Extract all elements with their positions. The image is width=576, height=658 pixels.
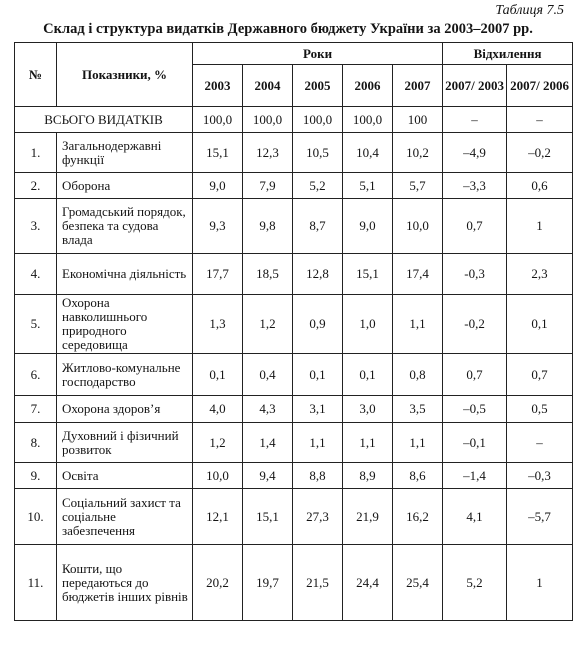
row-name: Економічна діяльність (57, 254, 193, 295)
row-name: Загальнодержавні функції (57, 133, 193, 173)
value-cell: 21,5 (293, 545, 343, 621)
table-caption: Таблиця 7.5 (495, 3, 564, 18)
row-number: 11. (15, 545, 57, 621)
value-cell: 5,2 (293, 173, 343, 199)
table-row (15, 396, 573, 423)
header-year: 2003 (193, 65, 243, 107)
header-deviation: 2007/ 2003 (443, 65, 507, 107)
row-number: 3. (15, 199, 57, 254)
value-cell: 1,4 (243, 423, 293, 463)
value-cell: 9,8 (243, 199, 293, 254)
row-name: Кошти, що передаються до бюджетів інших рівнів (57, 545, 193, 621)
value-cell: – (507, 107, 573, 133)
row-number: 8. (15, 423, 57, 463)
value-cell: 1,1 (293, 423, 343, 463)
row-number: 7. (15, 396, 57, 423)
value-cell: 0,8 (393, 354, 443, 396)
row-name: Духовний і фізичний розвиток (57, 423, 193, 463)
header-year: 2005 (293, 65, 343, 107)
value-cell: 0,1 (343, 354, 393, 396)
value-cell: 10,5 (293, 133, 343, 173)
value-cell: 0,7 (507, 354, 573, 396)
value-cell: 24,4 (343, 545, 393, 621)
value-cell: 1,1 (343, 423, 393, 463)
value-cell: 8,9 (343, 463, 393, 489)
header-year: 2004 (243, 65, 293, 107)
value-cell: 8,8 (293, 463, 343, 489)
value-cell: 4,1 (443, 489, 507, 545)
table-row (15, 545, 573, 621)
value-cell: 100,0 (243, 107, 293, 133)
table-row (15, 423, 573, 463)
table-row (15, 173, 573, 199)
value-cell: 10,4 (343, 133, 393, 173)
value-cell: 0,6 (507, 173, 573, 199)
value-cell: 5,1 (343, 173, 393, 199)
value-cell: -0,3 (443, 254, 507, 295)
value-cell: 1,1 (393, 423, 443, 463)
value-cell: 3,5 (393, 396, 443, 423)
row-number: 5. (15, 295, 57, 354)
row-name: Соціальний захист та соціальне забезпечення (57, 489, 193, 545)
value-cell: 2,3 (507, 254, 573, 295)
value-cell: 10,0 (193, 463, 243, 489)
value-cell: 15,1 (193, 133, 243, 173)
value-cell: 5,2 (443, 545, 507, 621)
value-cell: –0,5 (443, 396, 507, 423)
value-cell: 100 (393, 107, 443, 133)
value-cell: 9,4 (243, 463, 293, 489)
value-cell: 17,7 (193, 254, 243, 295)
value-cell: 18,5 (243, 254, 293, 295)
value-cell: –0,1 (443, 423, 507, 463)
value-cell: –5,7 (507, 489, 573, 545)
table-title: Склад і структура видатків Державного бюджету України за 2003–2007 рр. (43, 21, 533, 37)
header-deviation: 2007/ 2006 (507, 65, 573, 107)
value-cell: –0,2 (507, 133, 573, 173)
value-cell: 0,1 (507, 295, 573, 354)
table-row (15, 489, 573, 545)
value-cell: 8,6 (393, 463, 443, 489)
value-cell: 15,1 (343, 254, 393, 295)
value-cell: 3,0 (343, 396, 393, 423)
table-row (15, 354, 573, 396)
value-cell: 20,2 (193, 545, 243, 621)
table-row (15, 254, 573, 295)
total-label: ВСЬОГО ВИДАТКІВ (15, 107, 193, 133)
value-cell: 27,3 (293, 489, 343, 545)
table-row (15, 199, 573, 254)
value-cell: 21,9 (343, 489, 393, 545)
row-number: 4. (15, 254, 57, 295)
value-cell: 1 (507, 199, 573, 254)
value-cell: 100,0 (293, 107, 343, 133)
row-name: Охорона здоров’я (57, 396, 193, 423)
row-name: Оборона (57, 173, 193, 199)
value-cell: 15,1 (243, 489, 293, 545)
row-number: 6. (15, 354, 57, 396)
value-cell: 8,7 (293, 199, 343, 254)
value-cell: 1,3 (193, 295, 243, 354)
row-number: 2. (15, 173, 57, 199)
row-name: Охорона навколишнього природного середовища (57, 295, 193, 354)
value-cell: 17,4 (393, 254, 443, 295)
value-cell: –4,9 (443, 133, 507, 173)
value-cell: 4,3 (243, 396, 293, 423)
value-cell: 0,4 (243, 354, 293, 396)
header-num: № (15, 43, 57, 107)
value-cell: –3,3 (443, 173, 507, 199)
value-cell: 0,1 (293, 354, 343, 396)
value-cell: 1,2 (193, 423, 243, 463)
value-cell: 4,0 (193, 396, 243, 423)
value-cell: 9,0 (193, 173, 243, 199)
value-cell: 25,4 (393, 545, 443, 621)
budget-table (14, 42, 573, 621)
total-row (15, 107, 573, 133)
row-name: Житлово-комунальне господарство (57, 354, 193, 396)
table-row (15, 463, 573, 489)
value-cell: 100,0 (193, 107, 243, 133)
value-cell: 0,9 (293, 295, 343, 354)
row-number: 10. (15, 489, 57, 545)
value-cell: 7,9 (243, 173, 293, 199)
table-row (15, 133, 573, 173)
value-cell: 0,1 (193, 354, 243, 396)
value-cell: 12,3 (243, 133, 293, 173)
value-cell: 1 (507, 545, 573, 621)
table-row (15, 295, 573, 354)
row-number: 9. (15, 463, 57, 489)
value-cell: 1,2 (243, 295, 293, 354)
value-cell: 12,8 (293, 254, 343, 295)
header-indicators: Показники, % (57, 43, 193, 107)
value-cell: 9,3 (193, 199, 243, 254)
value-cell: 10,2 (393, 133, 443, 173)
header-years-group: Роки (193, 43, 443, 65)
value-cell: 16,2 (393, 489, 443, 545)
value-cell: 9,0 (343, 199, 393, 254)
value-cell: – (507, 423, 573, 463)
header-year: 2007 (393, 65, 443, 107)
value-cell: 0,7 (443, 354, 507, 396)
value-cell: 12,1 (193, 489, 243, 545)
value-cell: 1,0 (343, 295, 393, 354)
row-number: 1. (15, 133, 57, 173)
header-deviation-group: Відхилення (443, 43, 573, 65)
value-cell: 0,7 (443, 199, 507, 254)
header-row-1 (15, 43, 573, 65)
value-cell: 3,1 (293, 396, 343, 423)
value-cell: 19,7 (243, 545, 293, 621)
value-cell: –1,4 (443, 463, 507, 489)
value-cell: 0,5 (507, 396, 573, 423)
value-cell: 10,0 (393, 199, 443, 254)
value-cell: – (443, 107, 507, 133)
value-cell: -0,2 (443, 295, 507, 354)
value-cell: 1,1 (393, 295, 443, 354)
row-name: Громадський порядок, безпека та судова влада (57, 199, 193, 254)
row-name: Освіта (57, 463, 193, 489)
value-cell: 5,7 (393, 173, 443, 199)
value-cell: –0,3 (507, 463, 573, 489)
value-cell: 100,0 (343, 107, 393, 133)
header-year: 2006 (343, 65, 393, 107)
